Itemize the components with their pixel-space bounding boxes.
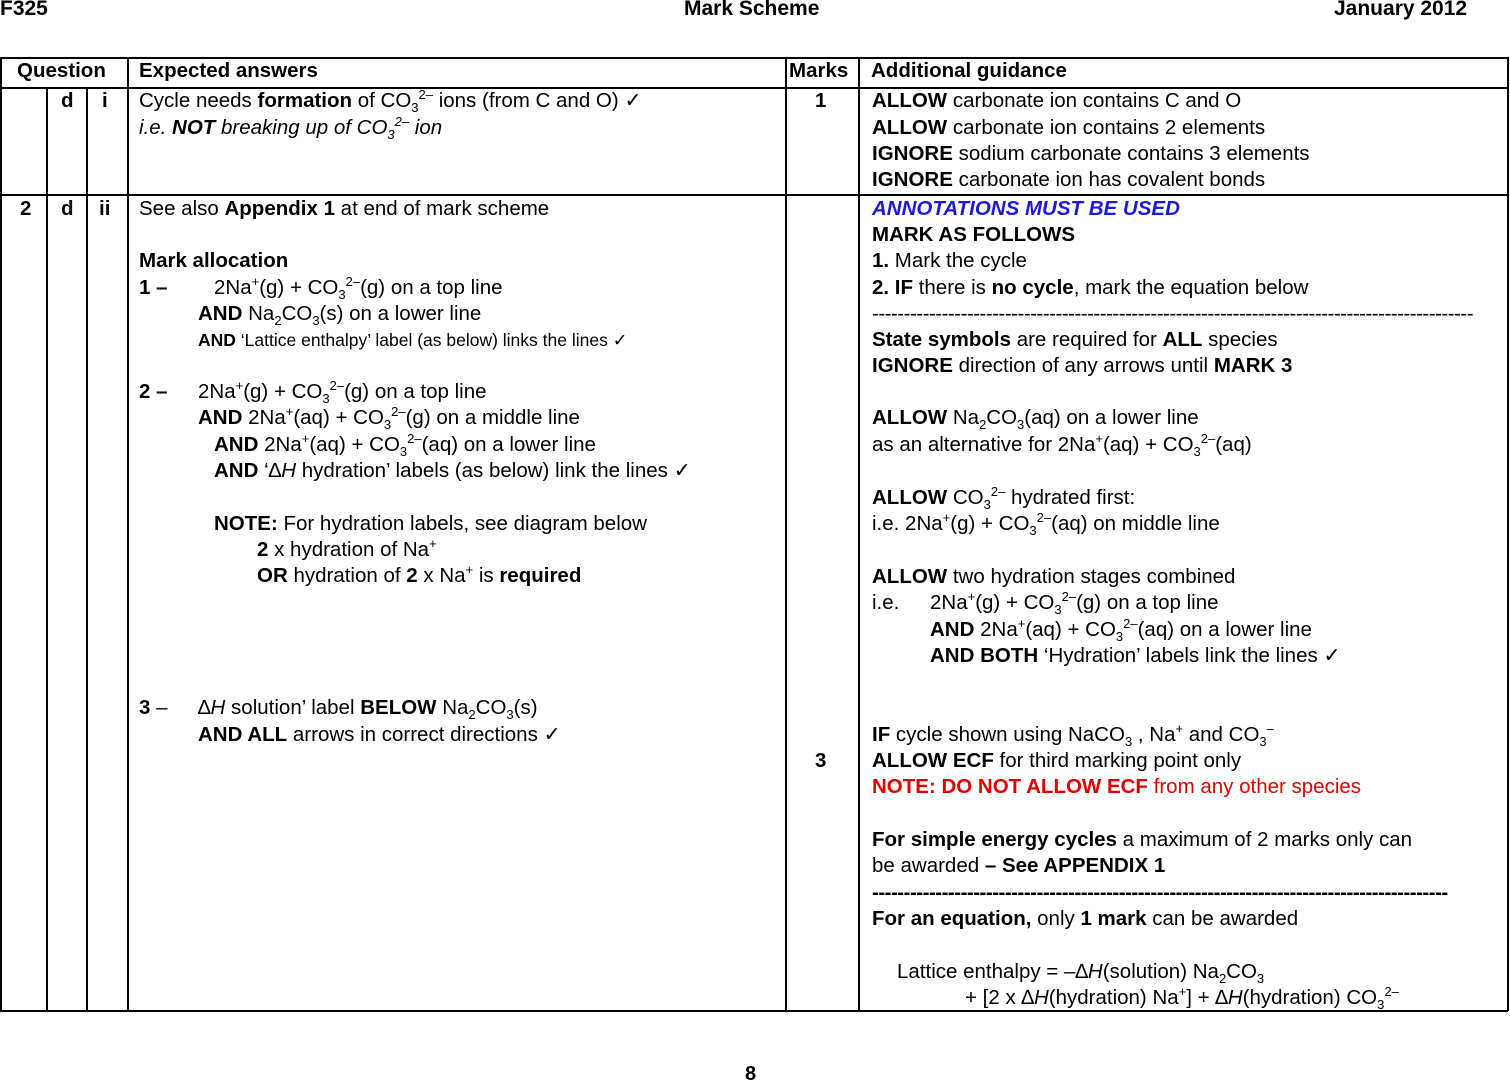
column-header-marks: Marks — [789, 59, 849, 82]
mark-point-text: AND $2Na^+(aq) + CO_3^{2-}(g)$ on a middle line — [198, 404, 580, 433]
separator-dashes: ------------------------------------------------------------------------------------------- — [872, 881, 1448, 904]
guidance-warning: NOTE: DO NOT ALLOW ECF from any other species — [872, 775, 1362, 798]
guidance-line: ALLOW carbonate ion contains 2 elements — [872, 116, 1266, 139]
mark-point-number: 3 – — [139, 696, 168, 719]
mark-point-text: AND ‘Lattice enthalpy’ label (as below) links the lines ✓ — [198, 330, 628, 350]
question-subpart: i — [102, 89, 108, 112]
guidance-annotations: ANNOTATIONS MUST BE USED — [872, 197, 1180, 220]
mark-point-number: 2 – — [139, 380, 168, 403]
guidance-line: ALLOW two hydration stages combined — [872, 565, 1236, 588]
guidance-line: ALLOW carbonate ion contains C and O — [872, 89, 1242, 112]
note-text: 2 x hydration of Na+ — [257, 536, 437, 561]
guidance-line: 1. Mark the cycle — [872, 249, 1027, 272]
guidance-line: MARK AS FOLLOWS — [872, 223, 1076, 246]
mark-point-text: AND $Na_2CO_3(s)$ on a lower line — [198, 302, 482, 329]
guidance-equation: + [2 x ∆H(hydration) Na+] + ∆H(hydration) $CO_3^{2-}$ — [965, 984, 1399, 1013]
guidance-line: ALLOW $Na_2CO_3(aq)$ on a lower line — [872, 406, 1199, 433]
mark-point-text: AND $2Na^+(aq) + CO_3^{2-}(aq)$ on a lower line — [214, 431, 596, 460]
guidance-line: For an equation, only 1 mark can be awarded — [872, 907, 1299, 930]
question-number: 2 — [20, 197, 32, 220]
guidance-line: 2. IF there is no cycle, mark the equation below — [872, 276, 1309, 299]
guidance-line: i.e. — [872, 591, 900, 614]
guidance-line: ALLOW ECF for third marking point only — [872, 749, 1242, 772]
question-subpart: ii — [99, 197, 111, 220]
guidance-equation: Lattice enthalpy = –∆H(solution) $Na_2CO_3$ — [897, 960, 1265, 987]
expected-answer-note: i.e. NOT breaking up of $CO_3^{2-}$ ion — [139, 114, 443, 143]
marks-value: 3 — [815, 749, 827, 772]
expected-see-also: See also Appendix 1 at end of mark scheme — [139, 197, 550, 220]
expected-answer: Cycle needs formation of $CO_3^{2-}$ ions (from C and O) ✓ — [139, 87, 642, 116]
question-part: d — [61, 197, 74, 220]
guidance-line: IGNORE carbonate ion has covalent bonds — [872, 168, 1266, 191]
column-header-question: Question — [17, 59, 106, 82]
question-part: d — [61, 89, 74, 112]
expected-mark-allocation: Mark allocation — [139, 249, 289, 272]
mark-point-text: $2Na^+(g) + CO_3^{2-}(g)$ on a top line — [214, 274, 503, 303]
doc-title: Mark Scheme — [684, 0, 820, 20]
guidance-line: $2Na^+(g) + CO_3^{2-}(g)$ on a top line — [930, 589, 1219, 618]
guidance-line: IGNORE sodium carbonate contains 3 elements — [872, 142, 1310, 165]
guidance-line: State symbols are required for ALL species — [872, 328, 1278, 351]
guidance-line: i.e. $2Na^+(g) + CO_3^{2-}(aq)$ on middle line — [872, 510, 1220, 539]
guidance-line: as an alternative for $2Na^+(aq) + CO_3^{2-}(aq)$ — [872, 431, 1252, 460]
marks-value: 1 — [815, 89, 827, 112]
mark-point-text: $2Na^+(g) + CO_3^{2-}(g)$ on a top line — [198, 378, 487, 407]
note-text: OR hydration of 2 x Na+ is required — [257, 562, 582, 587]
mark-point-text: ∆H solution’ label BELOW $Na_2CO_3(s)$ — [198, 696, 538, 723]
guidance-line: IGNORE direction of any arrows until MARK 3 — [872, 354, 1293, 377]
column-header-expected: Expected answers — [139, 59, 318, 82]
mark-point-number: 1 – — [139, 276, 168, 299]
guidance-line: IF cycle shown using NaCO$_3$ , Na+ and $CO_3^-$ — [872, 721, 1274, 750]
guidance-line: AND $2Na^+(aq) + CO_3^{2-}(aq)$ on a lower line — [930, 616, 1312, 645]
guidance-line: be awarded – See APPENDIX 1 — [872, 854, 1166, 877]
mark-point-text: AND ‘∆H hydration’ labels (as below) link the lines ✓ — [214, 459, 691, 482]
note-text: NOTE: For hydration labels, see diagram below — [214, 512, 647, 535]
guidance-line: ALLOW $CO_3^{2-}$ hydrated first: — [872, 484, 1136, 513]
separator-dashes: ----------------------------------------------------------------------------------------------- — [872, 302, 1474, 325]
mark-point-text: AND ALL arrows in correct directions ✓ — [198, 723, 561, 746]
column-header-guidance: Additional guidance — [871, 59, 1067, 82]
page-number: 8 — [745, 1063, 757, 1085]
guidance-line: AND BOTH ‘Hydration’ labels link the lines ✓ — [930, 644, 1341, 667]
doc-date: January 2012 — [1334, 0, 1468, 20]
guidance-line: For simple energy cycles a maximum of 2 marks only can — [872, 828, 1413, 851]
doc-code: F325 — [0, 0, 48, 20]
